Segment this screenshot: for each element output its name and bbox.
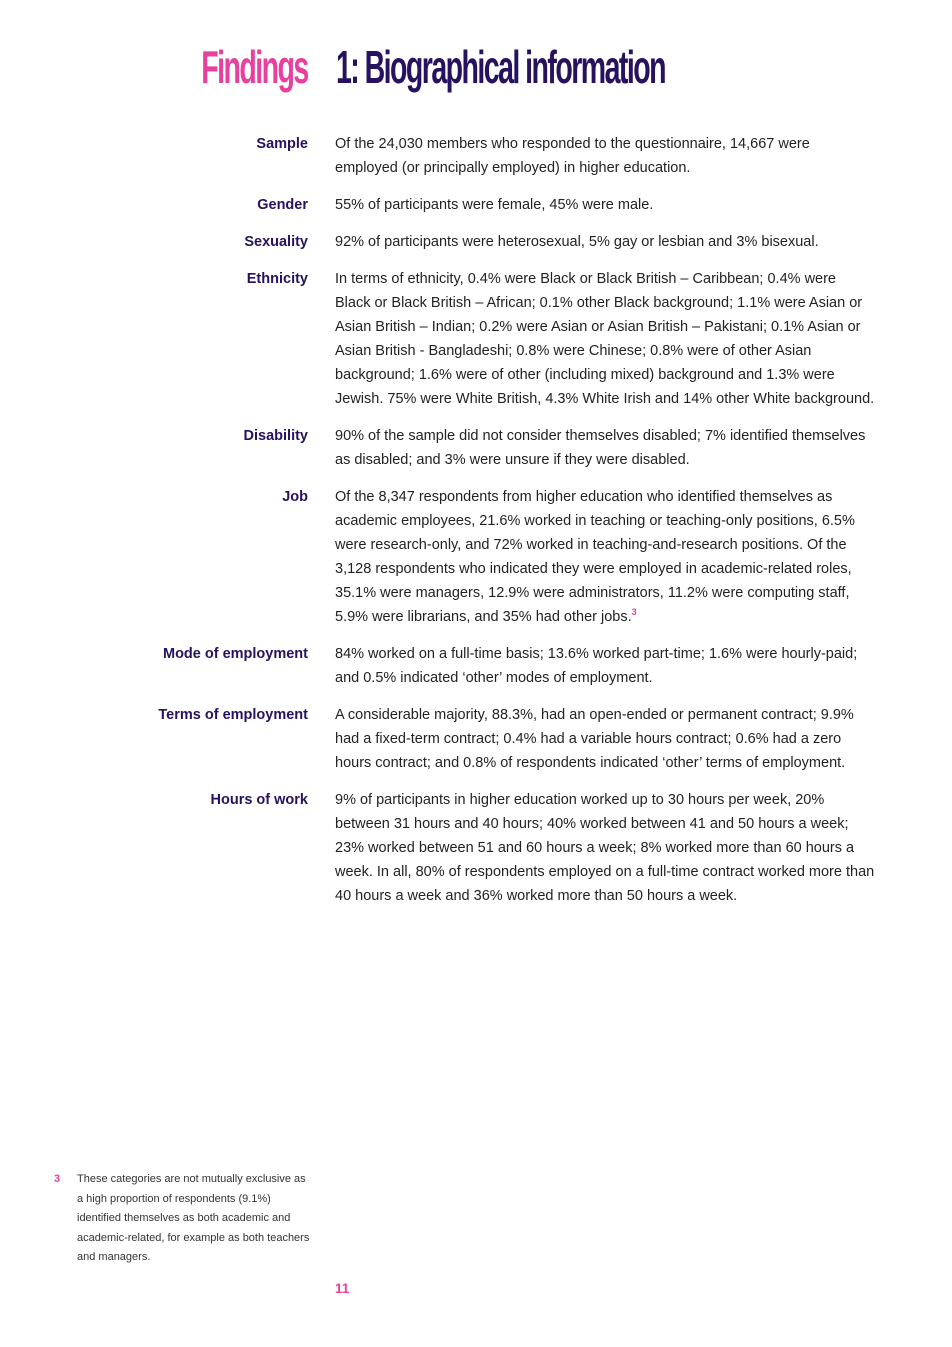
row-label: Job [282, 489, 308, 505]
row-text: 84% worked on a full-time basis; 13.6% worked part-time; 1.6% were hourly-paid; and 0.5% indicated ‘other’ modes of employment. [335, 646, 858, 686]
finding-row-sexuality [0, 230, 952, 254]
row-text: 9% of participants in higher education worked up to 30 hours per week, 20% between 31 hours and 40 hours; 40% worked between 41 and 50 hours a week; 23% worked between 51 and 60 hours a week; 8% worked more than 60 hours a week. In all, 80% of respondents employed on a full-time contract worked more than 40 hours a week and 36% worked more than 50 hours a week. [335, 792, 875, 904]
row-text: Of the 24,030 members who responded to the questionnaire, 14,667 were employed (or principally employed) in higher education. [335, 136, 810, 176]
finding-row-ethnicity [0, 267, 952, 411]
row-label: Mode of employment [162, 646, 308, 662]
row-label: Ethnicity [246, 271, 308, 287]
row-label: Hours of work [210, 792, 308, 808]
finding-row-gender [0, 193, 952, 217]
row-text [335, 485, 875, 629]
finding-row-sample [0, 132, 952, 180]
finding-row-terms-of-employment [0, 703, 952, 775]
page-header [0, 38, 952, 98]
section-heading: Findings [201, 41, 308, 93]
footnote [54, 1170, 314, 1268]
page-title: 1: Biographical information [336, 41, 665, 93]
row-text: A considerable majority, 88.3%, had an open-ended or permanent contract; 9.9% had a fixed-term contract; 0.4% had a variable hours contract; 0.6% had a zero hours contract; and 0.8% of respondents indicated ‘other’ terms of employment. [335, 707, 854, 771]
row-label: Sexuality [244, 234, 308, 250]
row-text: In terms of ethnicity, 0.4% were Black or Black British – Caribbean; 0.4% were Black or Black British – African; 0.1% other Black background; 1.1% were Asian or Asian British – Indian; 0.2% were Asian or Asian British – Pakistani; 0.1% Asian or Asian British - Bangladeshi; 0.8% were Chinese; 0.8% were of other Asian background; 1.6% were of other (including mixed) background and 1.3% were Jewish. 75% were White British, 4.3% White Irish and 14% other White background. [335, 271, 875, 407]
findings-list [0, 132, 952, 921]
footnote-number: 3 [54, 1173, 61, 1185]
row-label: Gender [257, 197, 308, 213]
footnote-text: These categories are not mutually exclusive as a high proportion of respondents (9.1%) identified themselves as both academic and academic-related, for example as both teachers and managers. [77, 1173, 310, 1263]
row-label: Disability [243, 428, 308, 444]
finding-row-hours-of-work [0, 788, 952, 908]
finding-row-disability [0, 424, 952, 472]
row-text-body: Of the 8,347 respondents from higher education who identified themselves as academic employees, 21.6% worked in teaching or teaching-only positions, 6.5% were research-only, and 72% worked in teaching-and-research positions. Of the 3,128 respondents who indicated they were employed in academic-related roles, 35.1% were managers, 12.9% were administrators, 11.2% were computing staff, 5.9% were librarians, and 35% had other jobs. [335, 489, 855, 625]
page-number: 11 [335, 1281, 350, 1296]
row-text: 55% of participants were female, 45% were male. [335, 197, 654, 213]
footnote-reference[interactable]: 3 [631, 607, 637, 618]
finding-row-mode-of-employment [0, 642, 952, 690]
finding-row-job [0, 485, 952, 629]
row-label: Terms of employment [158, 707, 308, 723]
row-text: 90% of the sample did not consider themselves disabled; 7% identified themselves as disabled; and 3% were unsure if they were disabled. [335, 428, 866, 468]
row-text: 92% of participants were heterosexual, 5% gay or lesbian and 3% bisexual. [335, 234, 819, 250]
row-label: Sample [256, 136, 308, 152]
